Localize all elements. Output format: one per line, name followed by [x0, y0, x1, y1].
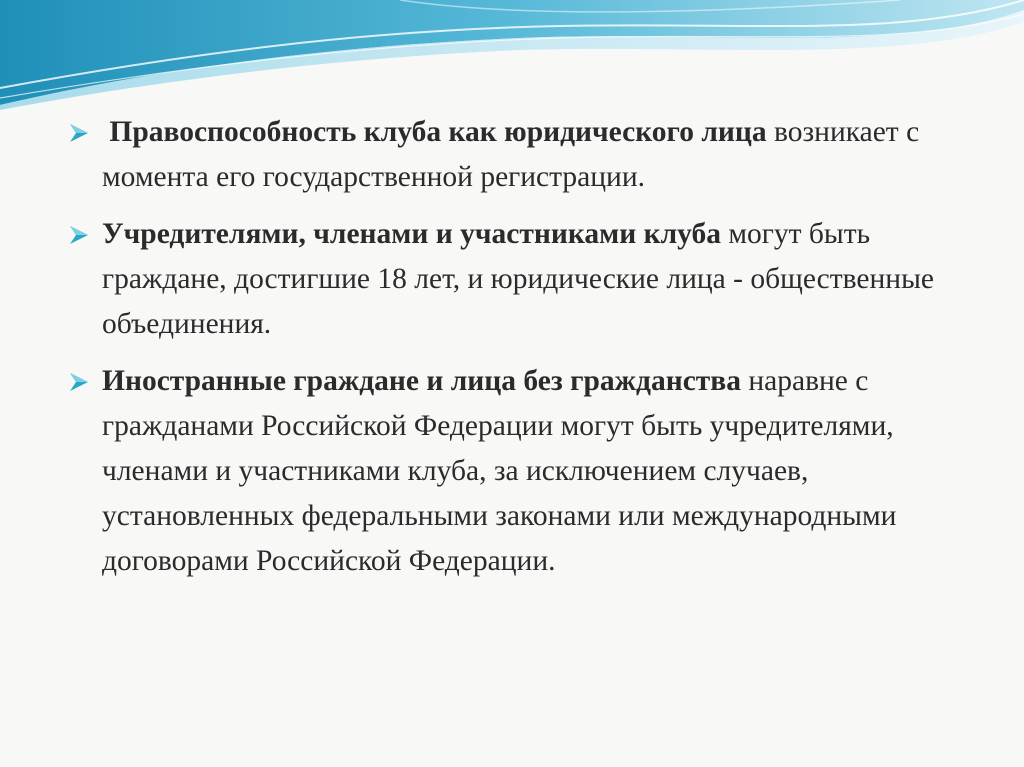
bullet-item [68, 359, 968, 584]
bullet-regular-text: могут быть граждане, достигшие 18 лет, и юридические лица - общественные объединения. [102, 218, 934, 340]
bullet-text [102, 218, 934, 340]
arrow-bullet-icon [68, 224, 90, 246]
bullet-item [68, 110, 968, 200]
arrow-bullet-icon [68, 371, 90, 393]
bullet-list [68, 110, 968, 596]
bullet-regular-text: наравне с гражданами Российской Федерации могут быть учредителями, членами и участниками клуба, за исключением случаев, установленных федеральными законами или международными договорами Российской Федерации. [102, 365, 897, 577]
bullet-regular-text: возникает с момента его государственной регистрации. [102, 116, 920, 193]
bullet-bold-text: Правоспособность клуба как юридического лица [109, 116, 767, 148]
bullet-bold-text: Учредителями, членами и участниками клуба [102, 218, 722, 250]
decorative-wave-header [0, 0, 1024, 110]
bullet-text [102, 116, 919, 193]
bullet-text [102, 365, 896, 577]
bullet-item [68, 212, 968, 347]
arrow-bullet-icon [68, 122, 90, 144]
bullet-bold-text: Иностранные граждане и лица без гражданства [102, 365, 741, 397]
